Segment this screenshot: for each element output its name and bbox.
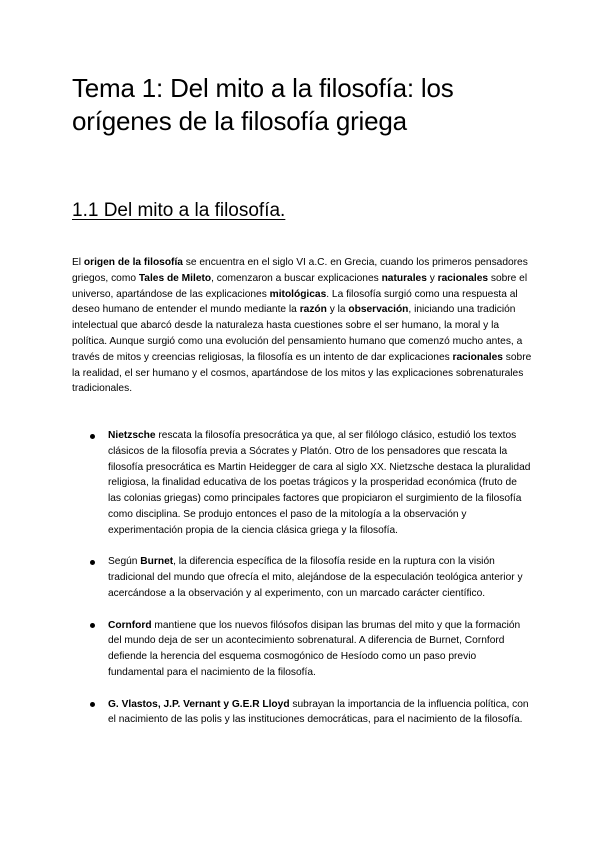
bullet-list xyxy=(72,428,532,744)
bullet-dot-icon xyxy=(90,623,95,628)
bullet-text: , la diferencia específica de la filosofía reside en la ruptura con la visión tradicional del mundo que ofrecía el mito, alejándose de la especulación teológica anterior y acercándose a la observación y al experimento, con un marcado carácter científico. xyxy=(108,556,523,599)
bullet-bold-text: G. Vlastos, J.P. Vernant y G.E.R Lloyd xyxy=(108,698,290,710)
intro-text: y la xyxy=(326,304,349,316)
intro-bold-text: mitológicas xyxy=(269,288,327,300)
intro-text: sobre el universo, apartándose de las explicaciones xyxy=(72,272,528,300)
intro-bold-text: racionales xyxy=(437,272,489,284)
intro-text: El xyxy=(72,257,84,268)
intro-bold-text: racionales xyxy=(452,351,503,363)
bullet-dot-icon xyxy=(90,702,95,707)
list-item xyxy=(72,618,532,681)
intro-text: , comenzaron a buscar explicaciones xyxy=(211,272,382,284)
intro-bold-text: razón xyxy=(299,304,327,316)
intro-bold-text: observación xyxy=(348,304,409,316)
bullet-dot-icon xyxy=(90,560,95,565)
intro-text: , iniciando una tradición intelectual que abarcó desde la naturaleza hasta cuestiones sobre el ser humano, la moral y la política. Aunque surgió como una evolución del pensamiento humano que comenzó mucho antes, a través de mitos y creencias religiosas, la filosofía es un intento de dar explicaciones xyxy=(72,304,523,363)
bullet-bold-text: Nietzsche xyxy=(108,430,156,441)
intro-text: sobre la realidad, el ser humano y el cosmos, apartándose de los mitos y las explicaciones sobrenaturales tradicionales. xyxy=(72,351,532,395)
list-item xyxy=(72,428,532,539)
intro-bold-text: origen de la filosofía xyxy=(83,257,183,268)
section-heading: 1.1 Del mito a la filosofía. xyxy=(72,200,286,221)
intro-text: y xyxy=(426,272,438,284)
page-title: Tema 1: Del mito a la filosofía: los orígenes de la filosofía griega xyxy=(72,73,454,136)
bullet-text: subrayan la importancia de la influencia política, con el nacimiento de las polis y las instituciones democráticas, para el nacimiento de la filosofía. xyxy=(108,698,529,726)
intro-bold-text: Tales de Mileto xyxy=(138,272,212,284)
bullet-bold-text: Burnet xyxy=(140,556,174,568)
bullet-text: Según xyxy=(108,556,141,568)
list-item xyxy=(72,554,532,601)
bullet-text: mantiene que los nuevos filósofos disipan las brumas del mito y que la formación del mundo deja de ser un acontecimiento sobrenatural. A diferencia de Burnet, Cornford defiende la herencia del esquema cosmogónico de Hesíodo como un paso previo fundamental para el nacimiento de la filosofía. xyxy=(108,619,521,678)
bullet-dot-icon xyxy=(90,434,95,439)
intro-bold-text: naturales xyxy=(381,272,427,284)
intro-paragraph xyxy=(72,255,532,397)
bullet-bold-text: Cornford xyxy=(108,619,152,631)
intro-text: . La filosofía surgió como una respuesta al deseo humano de entender el mundo mediante la xyxy=(72,288,518,316)
intro-text: se encuentra en el siglo VI a.C. en Grecia, cuando los primeros pensadores griegos, como xyxy=(72,257,528,284)
bullet-text: rescata la filosofía presocrática ya que, al ser filólogo clásico, estudió los textos clásicos de la filosofía previa a Sócrates y Platón. Otro de los pensadores que rescata la filosofía presocrática es Martin Heidegger de cara al siglo XX. Nietzsche destaca la pluralidad religiosa, la finalidad educativa de los poetas trágicos y la prosperidad económica (fruto de las colonias griegas) como principales factores que propiciaron el surgimiento de la filosofía como disciplina. Se produjo entonces el paso de la mitología a la observación y experimentación propia de la ciencia clásica griega y la filosofía. xyxy=(108,430,531,536)
list-item xyxy=(72,697,532,729)
